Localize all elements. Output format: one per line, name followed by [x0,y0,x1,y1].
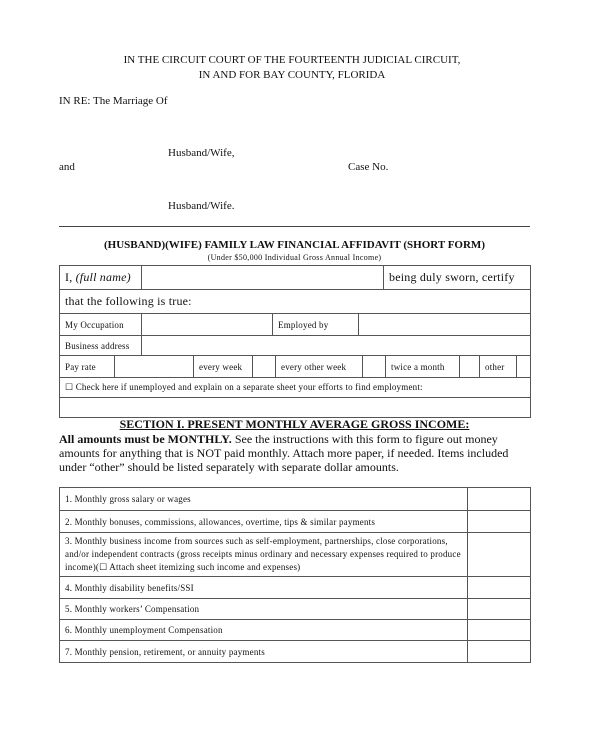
unemployed-explain-field[interactable] [60,398,531,418]
income-row [60,641,531,663]
unemployed-checkbox-label[interactable]: ☐ Check here if unemployed and explain on a separate sheet your efforts to find employment: [60,378,531,398]
name-row [59,265,531,290]
business-address-label: Business address [60,336,142,356]
income-item-label: 7. Monthly pension, retirement, or annuity payments [60,641,468,663]
sworn-label: being duly sworn, certify [384,266,531,290]
court-line-2: IN AND FOR BAY COUNTY, FLORIDA [198,69,386,81]
occupation-label: My Occupation [60,314,142,336]
business-address-field[interactable] [142,336,531,356]
income-amount-field[interactable] [468,620,531,641]
income-row [60,533,531,577]
other-box[interactable] [517,356,531,378]
income-item-label: 1. Monthly gross salary or wages [60,488,468,511]
income-amount-field[interactable] [468,533,531,577]
occupation-field[interactable] [142,314,273,336]
employed-by-label: Employed by [273,314,359,336]
income-table [59,487,531,663]
income-amount-field[interactable] [468,577,531,599]
income-amount-field[interactable] [468,599,531,620]
income-item-label: 2. Monthly bonuses, commissions, allowances, overtime, tips & similar payments [60,511,468,533]
every-other-week-box[interactable] [363,356,386,378]
occupation-row [59,313,531,336]
following-label: that the following is true: [60,290,531,314]
full-name-field[interactable] [142,266,384,290]
twice-month-box[interactable] [460,356,480,378]
pay-rate-field[interactable] [115,356,194,378]
income-amount-field[interactable] [468,511,531,533]
form-subtitle: (Under $50,000 Individual Gross Annual Income) [207,253,382,262]
divider [59,226,530,227]
employed-by-field[interactable] [359,314,531,336]
income-row [60,577,531,599]
court-line-1: IN THE CIRCUIT COURT OF THE FOURTEENTH JUDICIAL CIRCUIT, [123,54,461,66]
unemployed-rows [59,377,531,418]
business-row [59,335,531,356]
income-row [60,488,531,511]
every-week-label: every week [194,356,253,378]
section1-instructions: All amounts must be MONTHLY. See the instructions with this form to figure out money amounts for anything that is NOT paid monthly. Attach more paper, if needed. Items included under “other” should be listed separately with separate dollar amounts. [59,432,509,474]
party1-label: Husband/Wife, [168,147,235,159]
pay-rate-label: Pay rate [60,356,115,378]
form-title: (HUSBAND)(WIFE) FAMILY LAW FINANCIAL AFFIDAVIT (SHORT FORM) [104,239,485,251]
pay-rate-row [59,355,531,378]
twice-month-label: twice a month [386,356,460,378]
every-week-box[interactable] [253,356,276,378]
income-item-label: 5. Monthly workers’ Compensation [60,599,468,620]
income-row [60,599,531,620]
in-re-label: IN RE: The Marriage Of [59,95,168,107]
income-item-label: 6. Monthly unemployment Compensation [60,620,468,641]
party2-label: Husband/Wife. [168,200,235,212]
full-name-label: I, (full name) [60,266,142,290]
and-label: and [59,161,75,173]
income-amount-field[interactable] [468,488,531,511]
every-other-week-label: every other week [276,356,363,378]
income-amount-field[interactable] [468,641,531,663]
case-no-label: Case No. [348,161,389,173]
income-item-label: 3. Monthly business income from sources such as self-employment, partnerships, close corporations, and/or independent contracts (gross receipts minus ordinary and necessary expenses required to produce income)(☐ Attach sheet itemizing such income and expenses) [60,533,468,577]
section1-heading: SECTION I. PRESENT MONTHLY AVERAGE GROSS INCOME: [119,417,470,431]
income-row [60,511,531,533]
income-row [60,620,531,641]
income-item-label: 4. Monthly disability benefits/SSI [60,577,468,599]
other-label: other [480,356,517,378]
following-row [59,289,531,314]
